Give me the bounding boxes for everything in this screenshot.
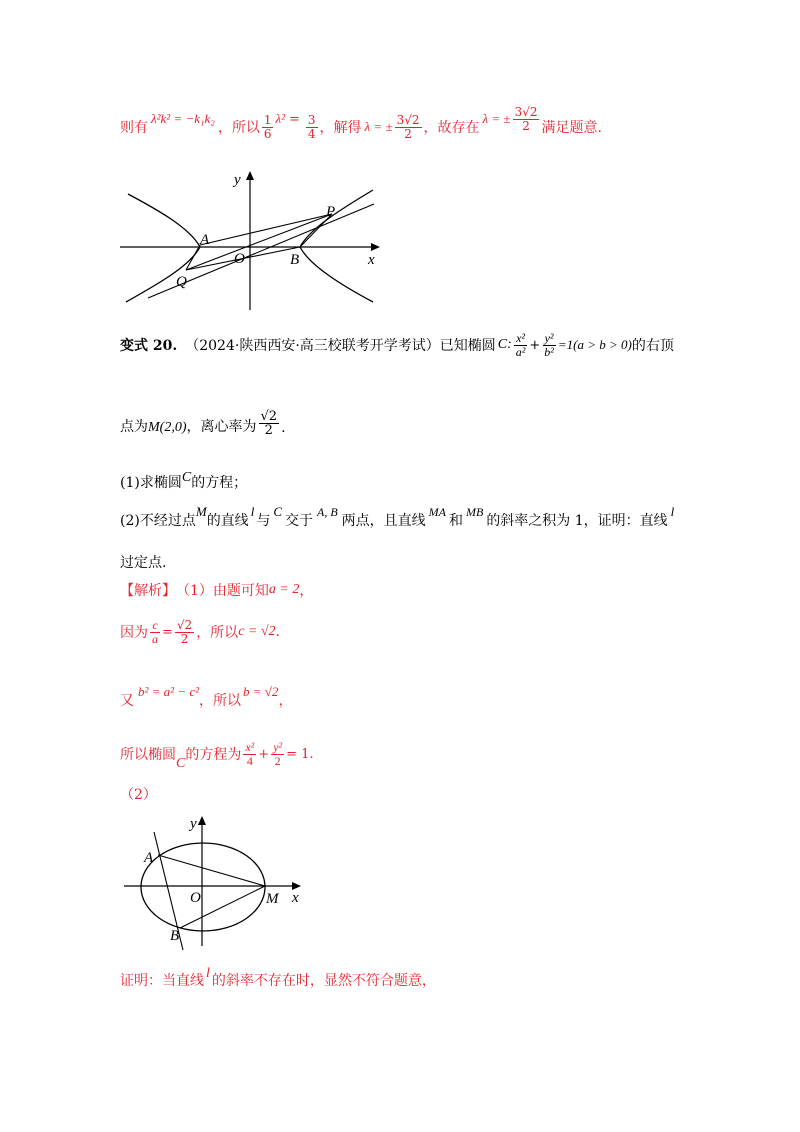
label-b: B (290, 252, 300, 268)
symbol-ma: MA (428, 505, 446, 519)
label-q: Q (176, 274, 187, 290)
lambda-squared: λ² (275, 111, 285, 126)
question-2 (120, 504, 674, 530)
hyperbola-left-branch (126, 194, 200, 302)
text: 的右顶 (631, 338, 674, 354)
text: 因为 (120, 625, 148, 641)
text: ，离心率为 (186, 419, 257, 435)
label-x: x (292, 890, 299, 906)
text: （2） (120, 787, 157, 803)
equation-a: a = 2 (268, 582, 300, 597)
x-axis-arrow (371, 243, 380, 251)
text: 的直线 (206, 513, 249, 529)
solution-line-lambda (120, 104, 602, 150)
equals: = (162, 624, 173, 640)
equation-c: c = √2 (238, 624, 276, 639)
text: 与 (256, 513, 271, 529)
fraction-y2-b2: $\frac{\text{y²}}{\text{b²}}$ (544, 330, 554, 359)
fraction-3sqrt2-2: $\frac{3√2}{2}$ (396, 112, 420, 141)
problem-statement-line1 (120, 322, 674, 368)
text: ，解得 (319, 120, 362, 136)
text: 交于 (284, 513, 313, 529)
label-a: A (200, 232, 210, 248)
symbol-l: l (250, 504, 255, 519)
hyperbola-right-branch (300, 190, 373, 302)
symbol-l: l (206, 966, 210, 981)
fraction-3sqrt2-2: $\frac{3√2}{2}$ (514, 104, 538, 133)
equals-one: = 1. (286, 746, 314, 762)
text: 的方程为 (185, 747, 242, 763)
problem-title: 变式 20. (120, 338, 178, 354)
figure-ellipse (120, 810, 308, 952)
figure-hyperbola (118, 168, 386, 316)
question-1 (120, 468, 247, 492)
label-o: O (234, 251, 245, 267)
solution-line-2 (120, 612, 280, 652)
fraction-x2-a2: $\frac{\text{x²}}{\text{a²}}$ (515, 330, 526, 359)
proof-line (120, 964, 436, 990)
solution-line-1 (120, 580, 313, 600)
lambda-plusminus: λ = ± (482, 111, 511, 126)
ellipse-name: C: (497, 337, 512, 352)
text: 满足题意. (541, 120, 602, 136)
symbol-ab: A, B (316, 505, 338, 519)
fraction-1-6: $\frac{1}{6}$ (263, 112, 272, 141)
text: . (281, 420, 286, 436)
fraction-x2-4: $\frac{\text{x²}}{4}$ (245, 739, 255, 768)
label-p: P (326, 204, 336, 220)
solution-part2-label (120, 784, 157, 804)
text: ，故存在 (423, 120, 480, 136)
text: 两点，且直线 (341, 513, 426, 529)
text: 的方程； (191, 475, 248, 491)
line-am (158, 855, 265, 886)
lambda-plusminus: λ = ± (364, 119, 393, 134)
text: 又 (120, 693, 134, 709)
label-y: y (190, 816, 197, 832)
solution-tag: 【解析】 (120, 583, 176, 599)
text: ， (299, 583, 314, 599)
y-axis-arrow (246, 171, 254, 180)
line-aq (186, 245, 200, 270)
text: 点为 (120, 419, 148, 435)
text: 所以椭圆 (120, 747, 176, 763)
ellipse-condition: =1(a > b > 0) (557, 337, 632, 352)
fraction-3-4: $\frac{3}{4}$ (307, 112, 316, 141)
symbol-c: C (176, 756, 186, 771)
text: （1）由题可知 (176, 583, 269, 599)
fraction-y2-2: $\frac{\text{y²}}{2}$ (273, 739, 283, 768)
symbol-mb: MB (465, 505, 484, 519)
text: ， (278, 693, 293, 709)
plus: + (529, 337, 541, 353)
label-y: y (234, 172, 241, 188)
text: 的斜率之积为 1，证明：直线 (486, 513, 668, 529)
solution-line-4 (120, 734, 314, 774)
equals: = (289, 111, 300, 127)
point-m: M(2,0) (148, 420, 187, 435)
symbol-c: C (273, 504, 282, 519)
question-2-cont (120, 552, 166, 572)
symbol-l: l (670, 504, 675, 519)
x-axis-arrow (292, 882, 301, 890)
label-o: O (190, 890, 201, 906)
equation-lambda-k: λ²k² = −k₁k₂ (151, 111, 215, 126)
solution-line-3 (120, 680, 292, 710)
text: . (275, 624, 280, 640)
equation-b2: b² = a² − c² (138, 684, 200, 699)
label-x: x (368, 252, 375, 268)
fraction-eccentricity: $\frac{√2}{2}$ (260, 408, 278, 439)
text: 的斜率不存在时，显然不符合题意， (211, 973, 436, 989)
text: ，所以 (196, 625, 239, 641)
text: 证明：当直线 (120, 973, 204, 989)
text: 和 (448, 513, 463, 529)
text: 过定点. (120, 555, 167, 571)
text: ，所以 (199, 693, 242, 709)
text: (1)求椭圆 (120, 475, 182, 491)
problem-statement-line2 (120, 396, 286, 442)
problem-source: （2024·陕西西安·高三校联考开学考试）已知椭圆 (185, 338, 496, 354)
text: 则有 (120, 120, 148, 136)
fraction-c-a: $\frac{c}{a}$ (152, 617, 158, 646)
text: (2)不经过点 (120, 513, 196, 529)
text: ，所以 (217, 120, 260, 136)
symbol-m: M (195, 504, 207, 519)
label-b: B (170, 928, 180, 944)
plus: + (258, 746, 270, 762)
label-m: M (266, 891, 279, 907)
symbol-c: C (181, 470, 192, 485)
equation-b: b = √2 (243, 684, 279, 699)
fraction-sqrt2-2: $\frac{√2}{2}$ (176, 617, 193, 646)
label-a: A (144, 850, 154, 866)
y-axis-arrow (198, 816, 206, 825)
